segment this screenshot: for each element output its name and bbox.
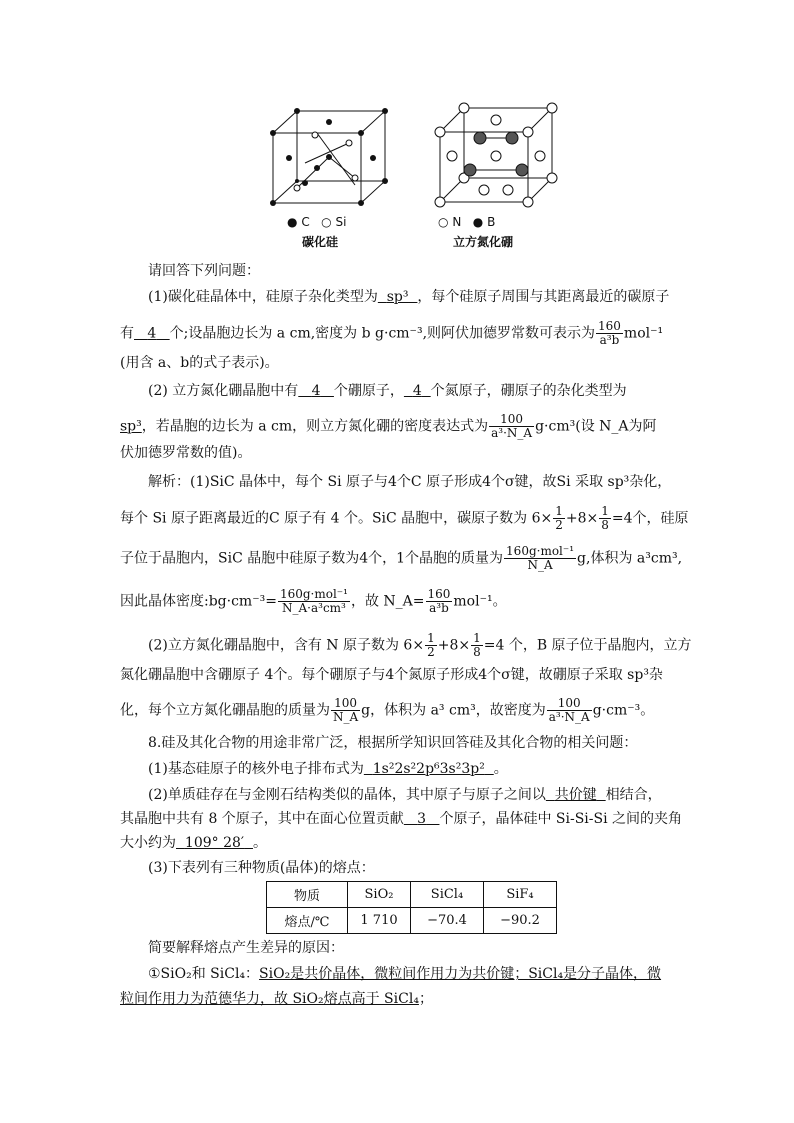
q2-line2: sp³，若晶胞的边长为 a cm，则立方氮化硼的密度表达式为 $\frac{100}{\text{a³·N\_A}}$ g·cm³(设 N_A为阿: [120, 412, 657, 440]
q8-part1: (1)基态硅原子的核外电子排布式为 1s²2s²2p⁶3s²3p² 。: [148, 761, 508, 777]
boron-nitride-cell-diagram: [432, 98, 562, 208]
analysis-line7: 化，每个立方氮化硼晶胞的质量为 $\frac{100}{N\_A}$ g，体积为 a³ cm³，故密度为 $\frac{100}{\text{a³·N\_A}}$ g·cm⁻³。: [120, 696, 655, 724]
q8-part5-line2: 粒间作用力为范德华力，故 SiO₂熔点高于 SiCl₄；: [120, 991, 433, 1007]
q1-line2: 有 4 个;设晶胞边长为 a cm,密度为 b g·cm⁻³,则阿伏加德罗常数可表示为 $\frac{160}{\text{a³b}}$ mol⁻¹: [120, 319, 664, 347]
q8-title: 8.硅及其化合物的用途非常广泛，根据所学知识回答硅及其化合物的相关问题：: [148, 735, 638, 751]
prompt-line: 请回答下列问题：: [148, 263, 260, 279]
legend-si-label: Si: [335, 215, 347, 229]
silicon-legend-dot: ○: [321, 215, 332, 229]
table-header-row: 物质 SiO₂ SiCl₄ SiF₄: [267, 882, 557, 908]
legend-n-label: N: [452, 215, 462, 229]
q2-fraction: $\frac{100}{\text{a³·N\_A}}$: [491, 412, 533, 440]
carbon-legend-dot: ●: [287, 215, 298, 229]
analysis-line1: 解析：(1)SiC 晶体中，每个 Si 原子与4个C 原子形成4个σ键，故Si 采取 sp³杂化，: [148, 474, 672, 490]
bn-caption: 立方氮化硼: [453, 235, 514, 249]
q2-line3: 伏加德罗常数的值)。: [120, 445, 252, 461]
melting-point-table: [266, 881, 557, 934]
q8-part5-line1: ①SiO₂和 SiCl₄：SiO₂是共价晶体，微粒间作用力为共价键；SiCl₄是分子晶体，微: [148, 966, 662, 982]
analysis-line4: 因此晶体密度:bg·cm⁻³= $\frac{\text{160g·mol⁻¹}}{\text{N\_A·a³cm³}}$ ，故 N_A= $\frac{160}{\text{a³b}}$ mol⁻¹。: [120, 587, 507, 615]
q8-part3: (3)下表列有三种物质(晶体)的熔点：: [148, 860, 375, 876]
boron-legend-ball: ●: [472, 215, 484, 229]
q8-part4: 简要解释熔点产生差异的原因：: [148, 940, 344, 956]
silicon-carbide-cell-diagram: [265, 103, 395, 208]
analysis-line6: 氮化硼晶胞中含硼原子 4个。每个硼原子与4个氮原子形成4个σ键，故硼原子采取 sp³杂: [120, 667, 663, 683]
analysis-line3: 子位于晶胞内，SiC 晶胞中硅原子数为4个，1个晶胞的质量为 $\frac{\text{160g·mol⁻¹}}{N\_A}$ g,体积为 a³cm³,: [120, 544, 683, 572]
bn-legend: [438, 215, 495, 229]
q8-part2-line2: 其晶胞中共有 8 个原子，其中在面心位置贡献 3 个原子，晶体硅中 Si-Si-Si 之间的夹角: [120, 811, 683, 827]
q2-line1: (2) 立方氮化硼晶胞中有 4 个硼原子， 4 个氮原子，硼原子的杂化类型为: [148, 383, 627, 399]
nitrogen-legend-circle: ○: [438, 215, 449, 229]
q8-part2-line3: 大小约为 109° 28′ 。: [120, 835, 267, 851]
sic-caption: 碳化硅: [302, 235, 339, 249]
q1-line1: (1)碳化硅晶体中，硅原子杂化类型为 sp³ ，每个硅原子周围与其距离最近的碳原子: [148, 289, 670, 305]
q1-line3: (用含 a、b的式子表示)。: [120, 355, 279, 371]
q1-fraction: $\frac{160}{\text{a³b}}$: [598, 319, 621, 347]
q8-part2-line1: (2)单质硅存在与金刚石结构类似的晶体，其中原子与原子之间以 共价键 相结合，: [148, 787, 662, 803]
legend-b-label: B: [487, 215, 496, 229]
sic-legend: [287, 215, 346, 229]
legend-c-label: C: [301, 215, 310, 229]
table-row: 熔点/℃ 1 710 −70.4 −90.2: [267, 908, 557, 934]
analysis-line5: (2)立方氮化硼晶胞中，含有 N 原子数为 6× $\frac{1}{2}$ +8× $\frac{1}{8}$ =4 个，B 原子位于晶胞内，立方: [148, 631, 692, 659]
analysis-line2: 每个 Si 原子距离最近的C 原子有 4 个。SiC 晶胞中，碳原子数为 6× $\frac{1}{2}$ +8× $\frac{1}{8}$ =4个，硅原: [120, 504, 689, 532]
